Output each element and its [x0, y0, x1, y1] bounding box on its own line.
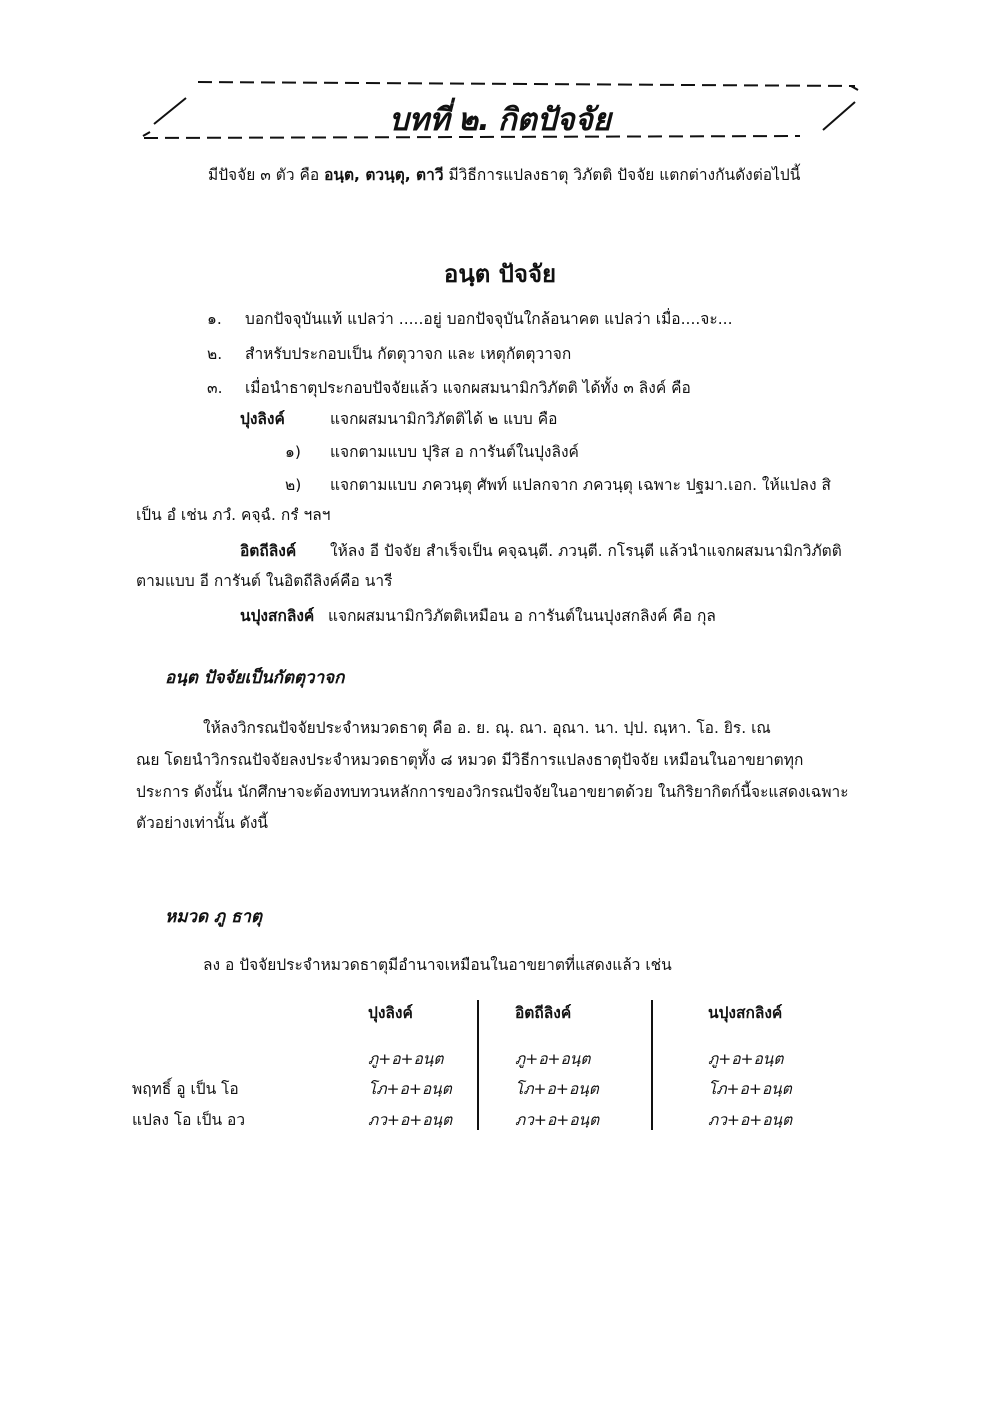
page-title	[0, 94, 1000, 144]
title-name: กิตปัจจัย	[497, 102, 611, 138]
table-row-label: พฤทธิ์ อู เป็น โอ	[132, 1080, 239, 1098]
table-row-label: แปลง โอ เป็น อว	[132, 1111, 246, 1129]
section3-line: ลง อ ปัจจัยประจำหมวดธาตุมีอำนาจเหมือนในอาขยาตที่แสดงแล้ว เช่น	[203, 956, 672, 974]
napung-label: นปุงสกลิงค์	[240, 607, 315, 625]
section2-line3: ประการ ดังนั้น นักศึกษาจะต้องทบทวนหลักการของวิกรณปัจจัยในอาขยาตด้วย ในกิริยากิตก์นี้จะแสดงเฉพาะ	[136, 783, 849, 801]
table-divider-2	[651, 1000, 653, 1130]
table-header-itthi: อิตถีลิงค์	[515, 1004, 572, 1022]
pung-label: ปุงลิงค์	[240, 410, 285, 428]
item-num-2: ๒.	[207, 345, 223, 363]
pung-sub2-num: ๒)	[285, 476, 302, 494]
item-text-3: เมื่อนำธาตุประกอบปัจจัยแล้ว แจกผสมนามิกวิภัตติ ได้ทั้ง ๓ ลิงค์ คือ	[245, 379, 691, 397]
table-cell: โภ+อ+อนฺต	[515, 1080, 599, 1098]
table-cell: ภู+อ+อนฺต	[515, 1050, 591, 1068]
itthi-line1: ให้ลง อี ปัจจัย สำเร็จเป็น คจฺฉนฺตี. ภวนฺตี. กโรนฺตี แล้วนำแจกผสมนามิกวิภัตติ	[330, 542, 842, 560]
table-cell: ภู+อ+อนฺต	[708, 1050, 784, 1068]
pung-sub1-num: ๑)	[285, 443, 301, 461]
table-cell: ภว+อ+อนฺต	[708, 1111, 793, 1129]
title-number: ๒.	[457, 102, 490, 138]
table-cell: ภว+อ+อนฺต	[368, 1111, 453, 1129]
table-divider-1	[477, 1000, 479, 1130]
section1-heading: อนฺต ปัจจัย	[443, 260, 557, 288]
title-prefix: บทที่	[389, 102, 450, 138]
table-header-pung: ปุงลิงค์	[368, 1004, 413, 1022]
pung-sub1-text: แจกตามแบบ ปุริส อ การันต์ในปุงลิงค์	[330, 443, 579, 461]
intro-part2: อนฺต, ตวนฺตุ, ตาวี	[324, 166, 444, 184]
section2-line4: ตัวอย่างเท่านั้น ดังนี้	[136, 814, 268, 832]
intro-paragraph	[208, 162, 800, 187]
table-header-napung: นปุงสกลิงค์	[708, 1004, 783, 1022]
pung-sub2-line2: เป็น อํ เช่น ภวํ. คจฺฉํ. กรํ ฯลฯ	[136, 506, 331, 524]
section2-line1: ให้ลงวิกรณปัจจัยประจำหมวดธาตุ คือ อ. ย. ณุ. ณา. อุณา. นา. ปฺป. ณฺหา. โอ. ยิร. เณ	[203, 719, 771, 737]
table-cell: ภว+อ+อนฺต	[515, 1111, 600, 1129]
itthi-label: อิตถีลิงค์	[240, 542, 297, 560]
napung-text: แจกผสมนามิกวิภัตติเหมือน อ การันต์ในนปุงสกลิงค์ คือ กุล	[328, 607, 716, 625]
item-num-1: ๑.	[207, 310, 222, 328]
section2-line2: ณย โดยนำวิกรณปัจจัยลงประจำหมวดธาตุทั้ง ๘ หมวด มีวิธีการแปลงธาตุปัจจัย เหมือนในอาขยาตทุก	[136, 751, 804, 769]
pung-sub2-line1: แจกตามแบบ ภควนฺตุ ศัพท์ แปลกจาก ภควนฺตุ เฉพาะ ปฐมา.เอก. ให้แปลง สิ	[330, 476, 831, 494]
table-cell: โภ+อ+อนฺต	[368, 1080, 452, 1098]
intro-part1: มีปัจจัย ๓ ตัว คือ	[208, 166, 320, 184]
item-text-1: บอกปัจจุบันแท้ แปลว่า .....อยู่ บอกปัจจุบันใกล้อนาคต แปลว่า เมื่อ....จะ...	[245, 310, 733, 328]
pung-text: แจกผสมนามิกวิภัตติได้ ๒ แบบ คือ	[330, 410, 558, 428]
section2-heading: อนฺต ปัจจัยเป็นกัตตุวาจก	[165, 668, 345, 688]
section3-heading: หมวด ภู ธาตุ	[165, 907, 263, 927]
table-cell: ภู+อ+อนฺต	[368, 1050, 444, 1068]
table-cell: โภ+อ+อนฺต	[708, 1080, 792, 1098]
item-num-3: ๓.	[207, 379, 223, 397]
intro-part3: มีวิธีการแปลงธาตุ วิภัตติ ปัจจัย แตกต่างกันดังต่อไปนี้	[448, 166, 801, 184]
itthi-line2: ตามแบบ อี การันต์ ในอิตถีลิงค์คือ นารี	[136, 572, 393, 590]
item-text-2: สำหรับประกอบเป็น กัตตุวาจก และ เหตุกัตตุวาจก	[245, 345, 572, 363]
